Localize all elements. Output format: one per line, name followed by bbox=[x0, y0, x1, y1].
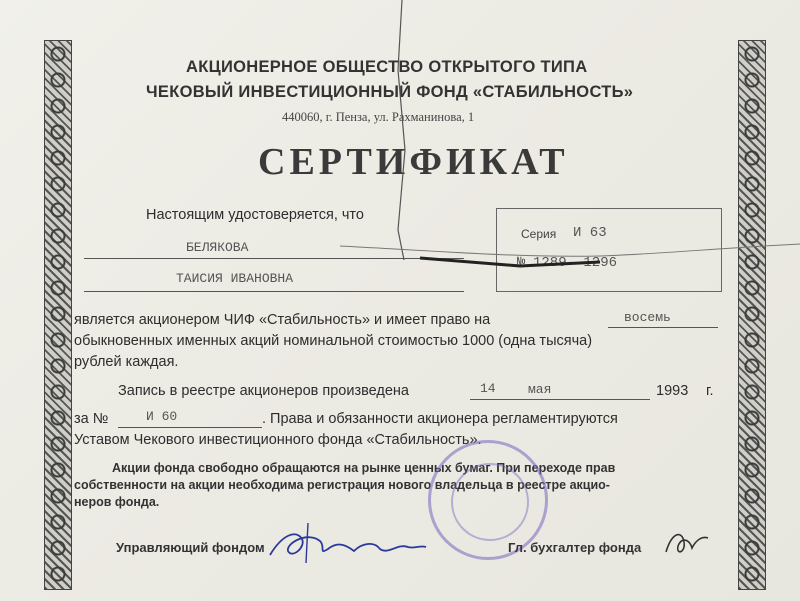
registry-text: Запись в реестре акционеров произведена bbox=[118, 383, 409, 399]
company-line-2: ЧЕКОВЫЙ ИНВЕСТИЦИОННЫЙ ФОНД «СТАБИЛЬНОСТЬ» bbox=[146, 83, 634, 101]
manager-signature-icon bbox=[262, 515, 432, 567]
body-line-6: Уставом Чекового инвестиционного фонда «Стабильность». bbox=[74, 432, 482, 448]
company-address: 440060, г. Пенза, ул. Рахманинова, 1 bbox=[282, 110, 475, 124]
series-value: И 63 bbox=[573, 225, 607, 241]
body-line-3: рублей каждая. bbox=[74, 354, 179, 370]
body-line-2: обыкновенных именных акций номинальной стоимостью 1000 (одна тысяча) bbox=[74, 333, 593, 349]
holder-name: ТАИСИЯ ИВАНОВНА bbox=[176, 271, 294, 286]
notice-line-3: неров фонда. bbox=[74, 495, 160, 509]
registry-day: 14 bbox=[480, 381, 496, 396]
notice-line-1: Акции фонда свободно обращаются на рынке ценных бумаг. При переходе прав bbox=[112, 461, 616, 475]
number-label: № bbox=[517, 255, 526, 271]
shares-count: восемь bbox=[624, 310, 671, 325]
ornamental-border-right bbox=[738, 40, 766, 590]
surname-line bbox=[84, 258, 464, 259]
holder-surname: БЕЛЯКОВА bbox=[186, 240, 249, 255]
registry-number: И 60 bbox=[146, 409, 178, 424]
manager-label: Управляющий фондом bbox=[116, 540, 265, 555]
registry-number-line bbox=[118, 427, 262, 428]
intro-text: Настоящим удостоверяется, что bbox=[146, 207, 364, 223]
series-box bbox=[496, 208, 722, 292]
notice-line-2: собственности на акции необходима регистрация нового владельца в реестре акцио- bbox=[74, 478, 610, 492]
body-line-1: является акционером ЧИФ «Стабильность» и имеет право на bbox=[74, 312, 491, 328]
stamp-inner-ring bbox=[451, 463, 529, 541]
series-label: Серия bbox=[521, 227, 557, 241]
certificate-title: СЕРТИФИКАТ bbox=[258, 141, 569, 183]
accountant-label: Гл. бухгалтер фонда bbox=[508, 540, 642, 555]
registry-year: 1993 bbox=[656, 383, 689, 399]
ornamental-border-left bbox=[44, 40, 72, 590]
registry-year-suffix: г. bbox=[706, 383, 714, 399]
shares-line bbox=[608, 327, 718, 328]
for-no-label: за № bbox=[74, 411, 109, 427]
company-line-1: АКЦИОНЕРНОЕ ОБЩЕСТВО ОТКРЫТОГО ТИПА bbox=[186, 58, 588, 76]
body-line-5: . Права и обязанности акционера регламентируются bbox=[262, 411, 618, 427]
registry-date-line bbox=[470, 399, 650, 400]
name-line bbox=[84, 291, 464, 292]
accountant-signature-icon bbox=[662, 522, 712, 562]
registry-month: мая bbox=[528, 382, 552, 397]
number-value: 1289- 1296 bbox=[533, 255, 618, 271]
